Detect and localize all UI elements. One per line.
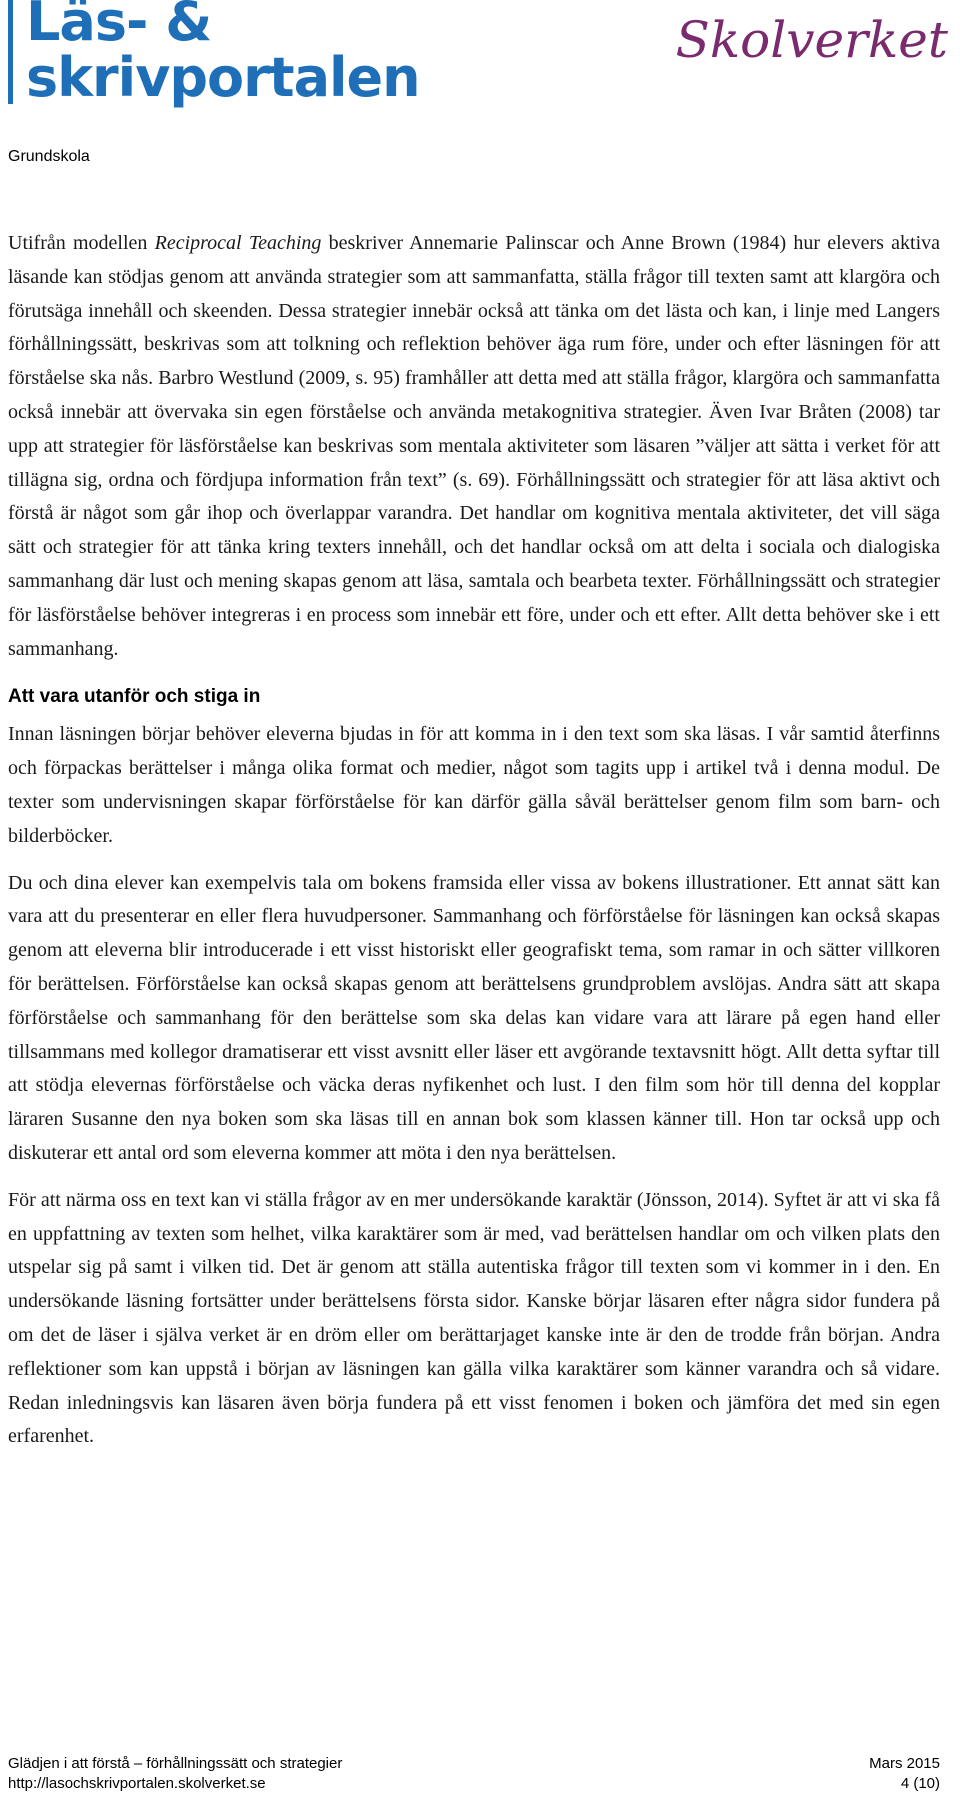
logo-line-1: Läs- &	[26, 0, 212, 53]
skolverket-logo: Skolverket	[675, 11, 948, 69]
page-footer	[8, 1754, 940, 1794]
paragraph-4: För att närma oss en text kan vi ställa frågor av en mer undersökande karaktär (Jönsson, 2014). Syftet är att vi ska få en uppfattning av texten som helhet, vilka karaktärer som är med, vad berättelsen handlar om och vilken plats den utspelar sig på samt i vilken tid. Det är genom att ställa autentiska frågor till texten som vi kommer in i den. En undersökande läsning fortsätter under berättelsens första sidor. Kanske börjar läsaren efter några sidor fundera på om det de läser i själva verket är en dröm eller om berättarjaget kanske inte är den de trodde från början. Andra reflektioner som kan uppstå i början av läsningen kan gälla vilka karaktärer som känner varandra och så vidare. Redan inledningsvis kan läsaren även börja fundera på ett visst fenomen i boken och jämföra det med sin egen erfarenhet.	[8, 1188, 940, 1448]
section-label: Grundskola	[8, 148, 90, 165]
article-body	[8, 227, 940, 1454]
section-heading: Att vara utanför och stiga in	[8, 686, 261, 708]
paragraph-1-rest: beskriver Annemarie Palinscar och Anne Brown (1984) hur elevers aktiva läsande kan stödjas genom att använda strategier som att sammanfatta, ställa frågor till texten samt att klargöra och förutsäga innehåll och skeenden. Dessa strategier innebär också att tänka om det lästa och kan, i linje med Langers förhållningssätt, beskrivas som att tolkning och reflektion behöver äga rum före, under och efter läsningen för att förståelse ska nås. Barbro Westlund (2009, s. 95) framhåller att detta med att ställa frågor, klargöra och sammanfatta också innebär att övervaka sin egen förståelse och använda metakognitiva strategier. Även Ivar Bråten (2008) tar upp att strategier för läsförståelse kan beskrivas som mentala aktiviteter som läsaren ”väljer att sätta i verket för att tillägna sig, ordna och fördjupa information från text” (s. 69). Förhållningssätt och strategier för att läsa aktivt och förstå är något som går ihop och överlappar varandra. Det handlar om kognitiva mentala aktiviteter, det vill säga sätt och strategier för att tänka kring texters innehåll, och det handlar också om att delta i sociala och dialogiska sammanhang där lust och mening skapas genom att läsa, samtala och bearbeta texter. Förhållningssätt och strategier för läsförståelse behöver integreras i en process som innebär ett före, under och ett efter. Allt detta behöver ske i ett sammanhang.	[8, 232, 940, 660]
logo-line-2: skrivportalen	[26, 46, 420, 109]
paragraph-2: Innan läsningen börjar behöver eleverna bjudas in för att komma in i den text som ska läsas. I vår samtid återfinns och förpackas berättelser i många olika format och medier, något som tagits upp i artikel två i denna modul. De texter som undervisningen skapar förförståelse för kan därför gälla såväl berättelser genom film som barn- och bilderböcker.	[8, 723, 940, 847]
paragraph-1-start: Utifrån modellen	[8, 232, 155, 254]
footer-title: Glädjen i att förstå – förhållningssätt och strategier	[8, 1755, 343, 1772]
paragraph-3: Du och dina elever kan exempelvis tala om bokens framsida eller vissa av bokens illustrationer. Ett annat sätt kan vara att du presenterar en eller flera huvudpersoner. Sammanhang och förförståelse för läsningen kan också skapas genom att eleverna blir introducerade i ett visst historiskt eller geografiskt tema, som ramar in och sätter villkoren för berättelsen. Förförståelse kan också skapas genom att berättelsens grundproblem avslöjas. Andra sätt att skapa förförståelse och sammanhang för den berättelse som ska delas kan vidare vara att lärare på egen hand eller tillsammans med kollegor dramatiserar ett visst avsnitt eller läser ett avgörande textavsnitt högt. Allt detta syftar till att stödja elevernas förförståelse och väcka deras nyfikenhet och lust. I den film som hör till denna del kopplar läraren Susanne den nya boken som ska läsas till en annan bok som klassen känner till. Hon tar också upp och diskuterar ett antal ord som eleverna kommer att möta i den nya berättelsen.	[8, 871, 940, 1164]
paragraph-1	[8, 227, 940, 666]
page-number: 4 (10)	[900, 1775, 940, 1792]
footer-date: Mars 2015	[869, 1755, 940, 1772]
footer-url[interactable]: http://lasochskrivportalen.skolverket.se	[8, 1775, 266, 1792]
reciprocal-teaching-term: Reciprocal Teaching	[154, 232, 322, 254]
logo-bar	[8, 0, 13, 104]
